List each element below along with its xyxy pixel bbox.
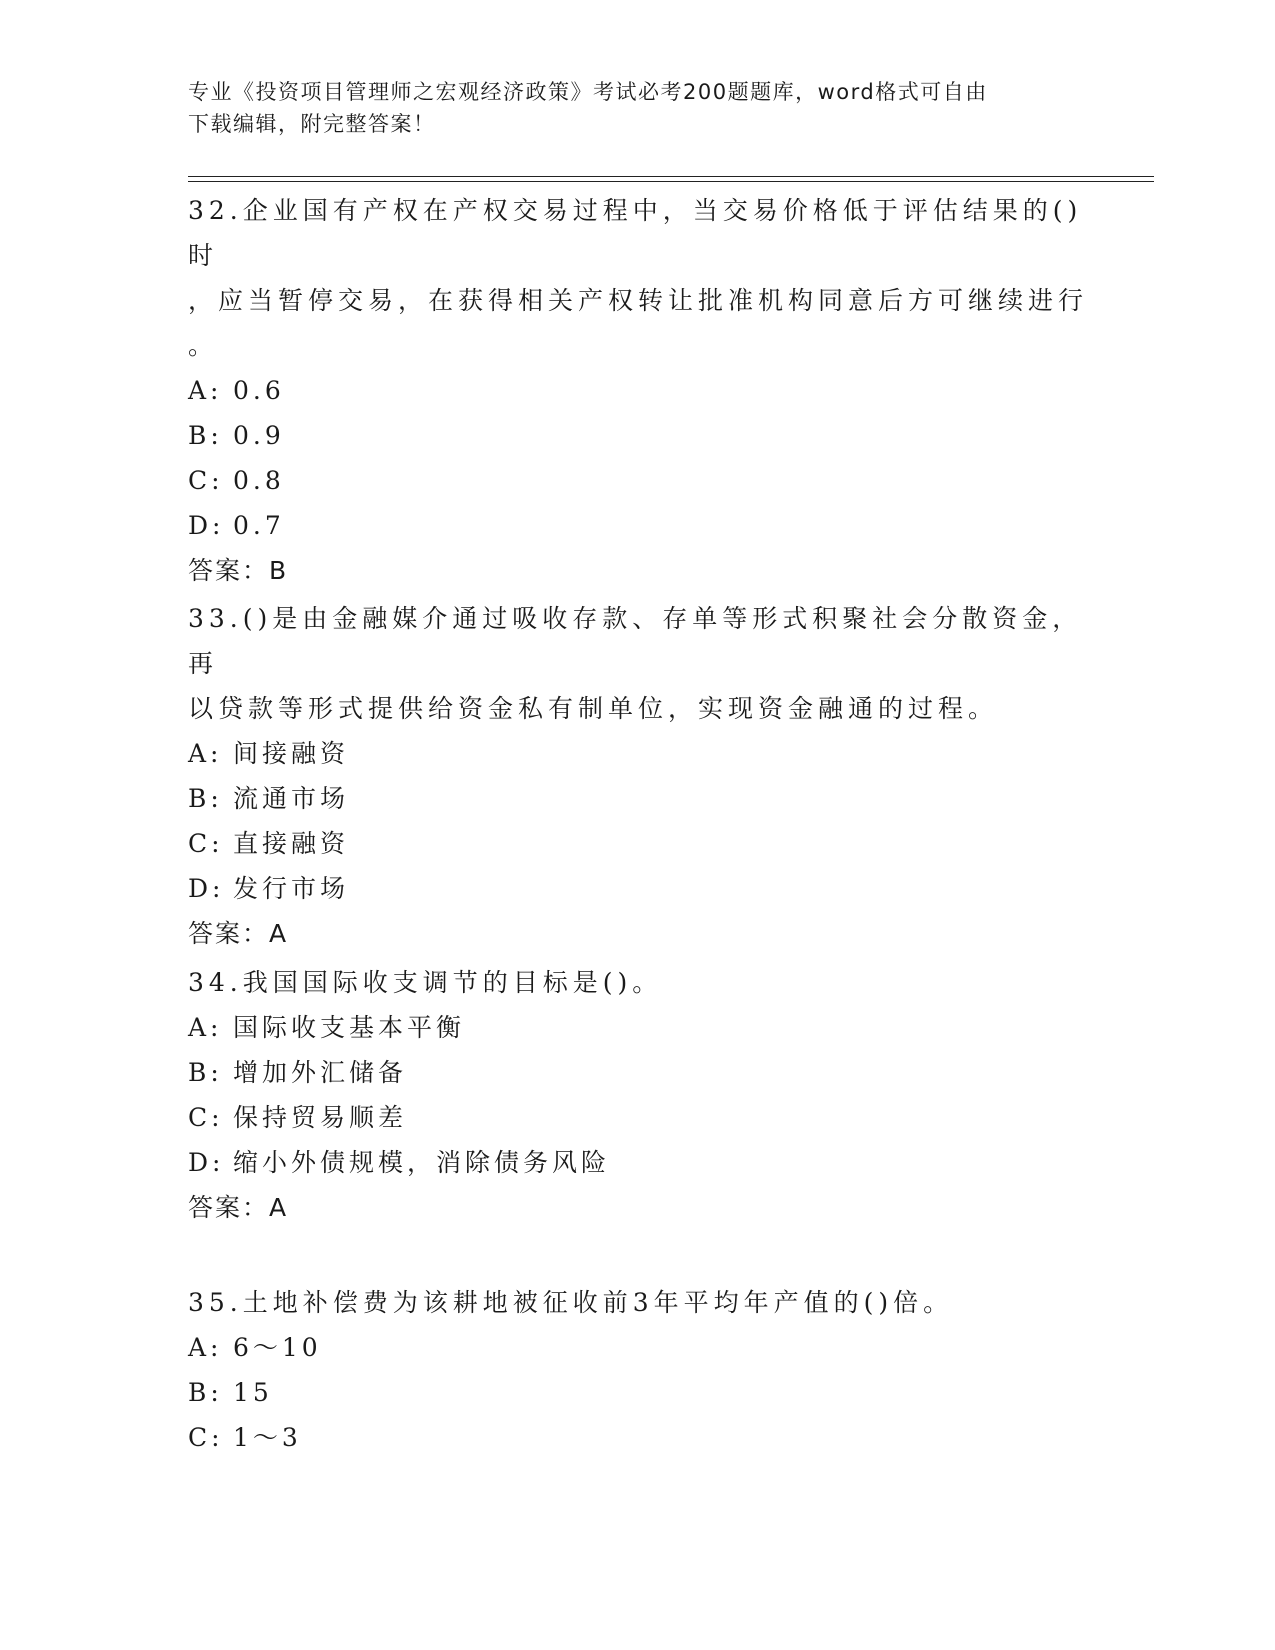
answer-line: 答案：A: [188, 1193, 289, 1222]
header-rule-bottom: [188, 181, 1154, 182]
header-rule-top: [188, 176, 1154, 177]
option-text: 6～10: [233, 1333, 322, 1362]
option-d: [188, 866, 1088, 911]
option-letter: B:: [188, 1378, 223, 1407]
option-letter: D:: [188, 511, 225, 540]
option-text: 0.7: [233, 511, 285, 540]
question-text-line: 34.我国国际收支调节的目标是()。: [188, 968, 663, 997]
option-c: [188, 1415, 1088, 1460]
answer-line: 答案：A: [188, 919, 289, 948]
question-text-line: 32.企业国有产权在产权交易过程中，当交易价格低于评估结果的()时: [188, 196, 1083, 270]
option-letter: D:: [188, 874, 225, 903]
answer-line: 答案：B: [188, 556, 289, 585]
option-text: 0.8: [233, 466, 285, 495]
option-c: [188, 821, 1088, 866]
question-32: [188, 188, 1088, 593]
question-text-line: 33.()是由金融媒介通过吸收存款、存单等形式积聚社会分散资金，再: [188, 604, 1083, 678]
option-a: [188, 1325, 1088, 1370]
option-b: [188, 413, 1088, 458]
option-letter: B:: [188, 784, 223, 813]
option-text: 流通市场: [233, 784, 350, 813]
option-letter: C:: [188, 1103, 224, 1132]
option-b: [188, 1050, 1088, 1095]
option-a: [188, 731, 1088, 776]
option-text: 国际收支基本平衡: [233, 1013, 466, 1042]
question-text-line: 以贷款等形式提供给资金私有制单位，实现资金融通的过程。: [188, 694, 999, 723]
option-letter: C:: [188, 466, 224, 495]
option-letter: A:: [188, 1333, 223, 1362]
option-b: [188, 776, 1088, 821]
option-letter: B:: [188, 421, 223, 450]
option-text: 0.9: [233, 421, 285, 450]
option-d: [188, 1140, 1088, 1185]
option-letter: D:: [188, 1148, 225, 1177]
option-text: 缩小外债规模，消除债务风险: [233, 1148, 611, 1177]
header-line-2: 下载编辑，附完整答案！: [188, 112, 436, 136]
question-text-line: 35.土地补偿费为该耕地被征收前3年平均年产值的()倍。: [188, 1288, 954, 1317]
option-letter: B:: [188, 1058, 223, 1087]
option-text: 发行市场: [233, 874, 350, 903]
option-a: [188, 1005, 1088, 1050]
option-a: [188, 368, 1088, 413]
option-text: 直接融资: [233, 829, 350, 858]
question-text-line: 。: [188, 331, 219, 360]
question-35: [188, 1280, 1088, 1460]
option-text: 增加外汇储备: [233, 1058, 408, 1087]
option-letter: C:: [188, 1423, 224, 1452]
option-text: 保持贸易顺差: [233, 1103, 408, 1132]
option-letter: A:: [188, 739, 223, 768]
header-line-1: 专业《投资项目管理师之宏观经济政策》考试必考200题题库，word格式可自由: [188, 80, 988, 104]
option-text: 15: [233, 1378, 273, 1407]
question-34: [188, 960, 1088, 1230]
option-letter: A:: [188, 1013, 223, 1042]
document-header: [188, 76, 1088, 140]
option-letter: C:: [188, 829, 224, 858]
question-33: [188, 596, 1088, 956]
option-text: 0.6: [233, 376, 285, 405]
option-c: [188, 458, 1088, 503]
option-text: 间接融资: [233, 739, 350, 768]
option-b: [188, 1370, 1088, 1415]
option-c: [188, 1095, 1088, 1140]
question-text-line: ，应当暂停交易，在获得相关产权转让批准机构同意后方可继续进行: [188, 286, 1089, 315]
option-letter: A:: [188, 376, 223, 405]
option-text: 1～3: [233, 1423, 302, 1452]
option-d: [188, 503, 1088, 548]
